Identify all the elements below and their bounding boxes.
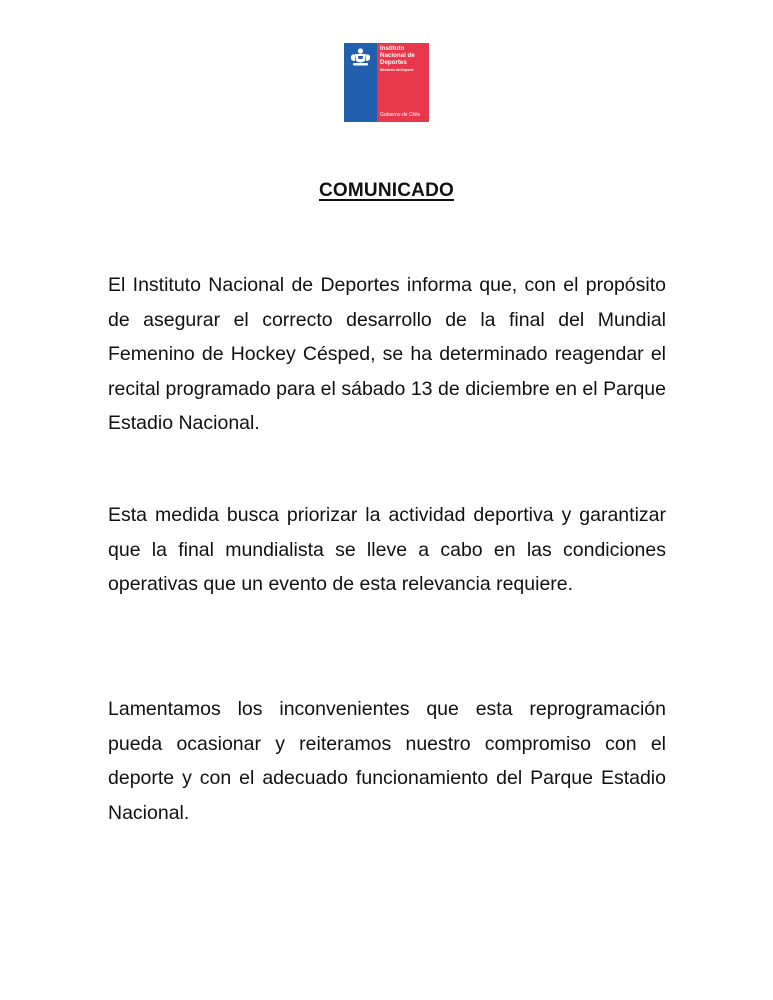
paragraph-announcement: El Instituto Nacional de Deportes informa que, con el propósito de asegurar el correcto desarrollo de la final del Mundial Femenino de Hockey Césped, se ha determinado reagendar el recital programado para el sábado 13 de diciembre en el Parque Estadio Nacional. <box>108 274 666 434</box>
logo-red-panel <box>377 43 429 122</box>
document-title: COMUNICADO <box>319 180 454 201</box>
logo-government-label: Gobierno de Chile <box>380 112 421 118</box>
paragraph-apology: Lamentamos los inconvenientes que esta reprogramación pueda ocasionar y reiteramos nuestro compromiso con el deporte y con el adecuado funcionamiento del Parque Estadio Nacional. <box>108 698 666 824</box>
document-title-container <box>0 180 773 202</box>
paragraph-reason: Esta medida busca priorizar la actividad deportiva y garantizar que la final mundialista se lleve a cabo en las condiciones operativas que un evento de esta relevancia requiere. <box>108 504 666 595</box>
logo-ministry-label: Ministerio del Deporte <box>380 68 414 72</box>
ind-logo <box>344 43 429 122</box>
logo-institution-name: Instituto Nacional de Deportes <box>380 45 415 66</box>
chile-coat-of-arms-icon <box>349 47 372 67</box>
logo-blue-panel <box>344 43 377 122</box>
